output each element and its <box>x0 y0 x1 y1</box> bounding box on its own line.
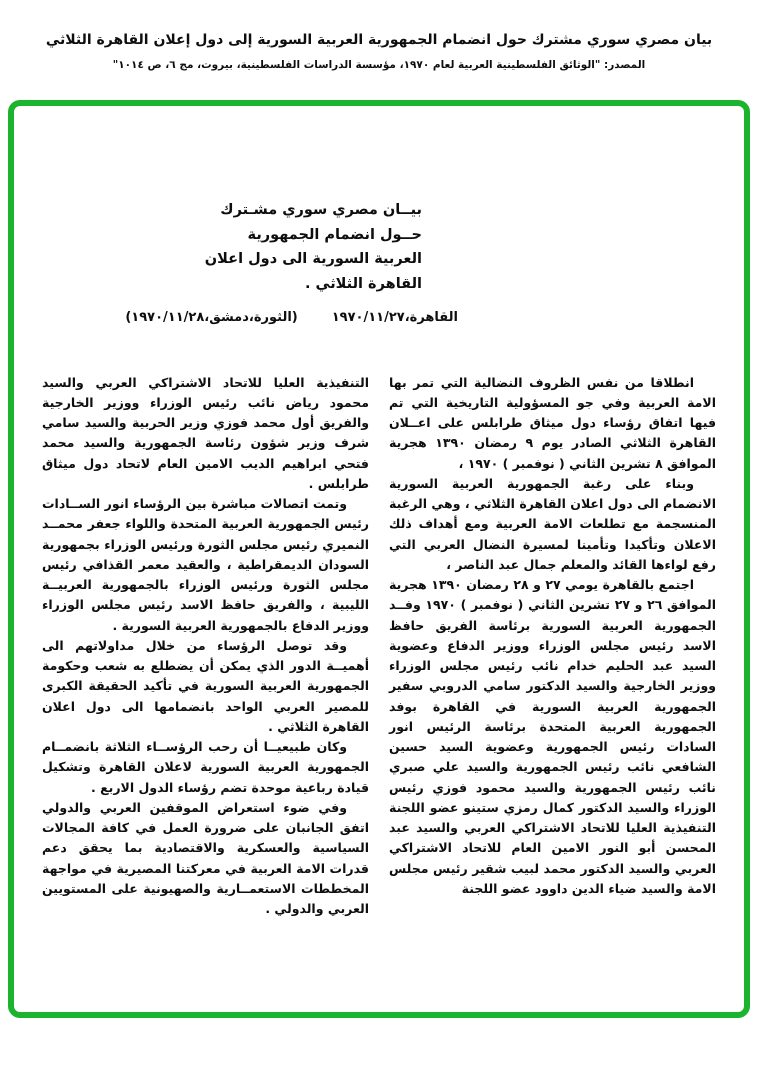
column-left <box>42 373 369 920</box>
document-body <box>14 106 744 919</box>
text-columns <box>42 373 716 920</box>
paragraph: وتمت اتصالات مباشرة بين الرؤساء انور الســادات رئيس الجمهورية العربية المتحدة واللواء جعفر محمــد النميري رئيس مجلس الثورة ورئيس الوزراء بجمهورية السودان الديمقراطية ، والعقيد معمر القذافي رئيس مجلس الثورة ورئيس الوزراء بالجمهورية العربيــة الليبية ، والفريق حافظ الاسد رئيس مجلس الوزراء ووزير الدفاع بالجمهورية العربية السورية . <box>42 496 369 633</box>
paragraph: وكان طبيعيــا أن رحب الرؤســاء الثلاثة بانضمــام الجمهورية العربية السورية لاعلان القاهرة وتشكيل قيادة رباعية موحدة تضم رؤساء الدول الاربع . <box>42 739 369 795</box>
page-header <box>0 0 758 71</box>
page-title: بيان مصري سوري مشترك حول انضمام الجمهورية العربية السورية إلى دول إعلان القاهرة الثلاثي <box>45 32 713 48</box>
paragraph: انطلاقا من نفس الظروف النضالية التي تمر بها الامة العربية وفي جو المسؤولية التاريخية التي تم فيها اتفاق رؤساء دول ميثاق طرابلس على اعــلان القاهرة الثلاثي الصادر يوم ٩ رمضان ١٣٩٠ هجرية الموافق ٨ تشرين الثاني ( نوفمبر ) ١٩٧٠ ، <box>389 374 716 471</box>
dateline-place-date: القاهرة،١٩٧٠/١١/٢٧ <box>331 309 458 325</box>
paragraph: اجتمع بالقاهرة يومي ٢٧ و ٢٨ رمضان ١٣٩٠ هجرية الموافق ٢٦ و ٢٧ تشرين الثاني ( نوفمبر ) ١٩٧٠ وفــد الجمهورية العربية السورية برئاسة الفريق حافظ الاسد رئيس مجلس الوزراء ووزير الدفاع وعضوية السيد عبد الحليم خدام نائب رئيس مجلس الوزراء ووزير الخارجية والسيد الدكتور سامي الدروبي سفير الجمهورية العربية السورية في القاهرة بوفد الجمهورية العربية المتحدة برئاسة الرئيس انور السادات رئيس الجمهورية وعضوية السيد حسين الشافعي نائب رئيس الجمهورية والسيد علي صبري نائب رئيس الجمهورية والسيد محمود فوزي رئيس الوزراء والسيد الدكتور كمال رمزي ستينو عضو اللجنة التنفيذية العليا للاتحاد الاشتراكي العربي والسيد عبد المحسن أبو النور الامين العام للاتحاد الاشتراكي العربي والسيد الدكتور محمد لبيب شقير رئيس مجلس الامة والسيد ضياء الدين داوود عضو اللجنة <box>389 577 716 896</box>
column-right <box>389 373 716 920</box>
paragraph: وفي ضوء استعراض الموقفين العربي والدولي اتفق الجانبان على ضرورة العمل في كافة المجالات السياسية والعسكرية والاقتصادية بما يحقق دعم قدرات الامة العربية في معركتنا المصيرية في مواجهة المخططات الاستعمــارية والصهيونية على المستويين العربي والدولي . <box>42 799 369 917</box>
paragraph: وبناء على رغبة الجمهورية العربية السورية الانضمام الى دول اعلان القاهرة الثلاثي ، وهي الرغبة المنسجمة مع تطلعات الامة العربية ومع أهداف ذلك الاعلان وتأكيدا وتأمينا لمسيرة النضال العربي التي رفع لواءها القائد والمعلم جمال عبد الناصر ، <box>389 475 716 572</box>
document-frame <box>8 100 750 1018</box>
document-title-line-2: العربية السورية الى دول اعلان القاهرة الثلاثي . <box>204 251 422 292</box>
document-title <box>178 198 422 297</box>
paragraph: وقد توصل الرؤساء من خلال مداولاتهم الى أهميــة الدور الذي يمكن أن يضطلع به شعب وحكومة الجمهورية العربية السورية في تأكيد الحقيقة الكبرى للمصير العربي الواحد بانضمامها الى دول اعلان القاهرة الثلاثي . <box>42 637 369 734</box>
dateline-publication: (الثورة،دمشق،١٩٧٠/١١/٢٨) <box>125 309 298 325</box>
document-title-line-1: بيــان مصري سوري مشـترك حــول انضمام الجمهورية <box>220 202 422 243</box>
source-line: المصدر: "الوثائق الفلسطينية العربية لعام ١٩٧٠، مؤسسة الدراسات الفلسطينية، بيروت، مج ٦، ص ١٠١٤" <box>112 59 646 72</box>
paragraph: التنفيذية العليا للاتحاد الاشتراكي العربي والسيد محمود رياض نائب رئيس الوزراء ووزير الخارجية والفريق أول محمد فوزي وزير الحربية والسيد سامي شرف وزير شؤون رئاسة الجمهورية والسيد محمد فتحي ابراهيم الديب الامين العام لاتحاد دول ميثاق طرابلس . <box>42 374 369 491</box>
document-dateline <box>42 310 458 325</box>
